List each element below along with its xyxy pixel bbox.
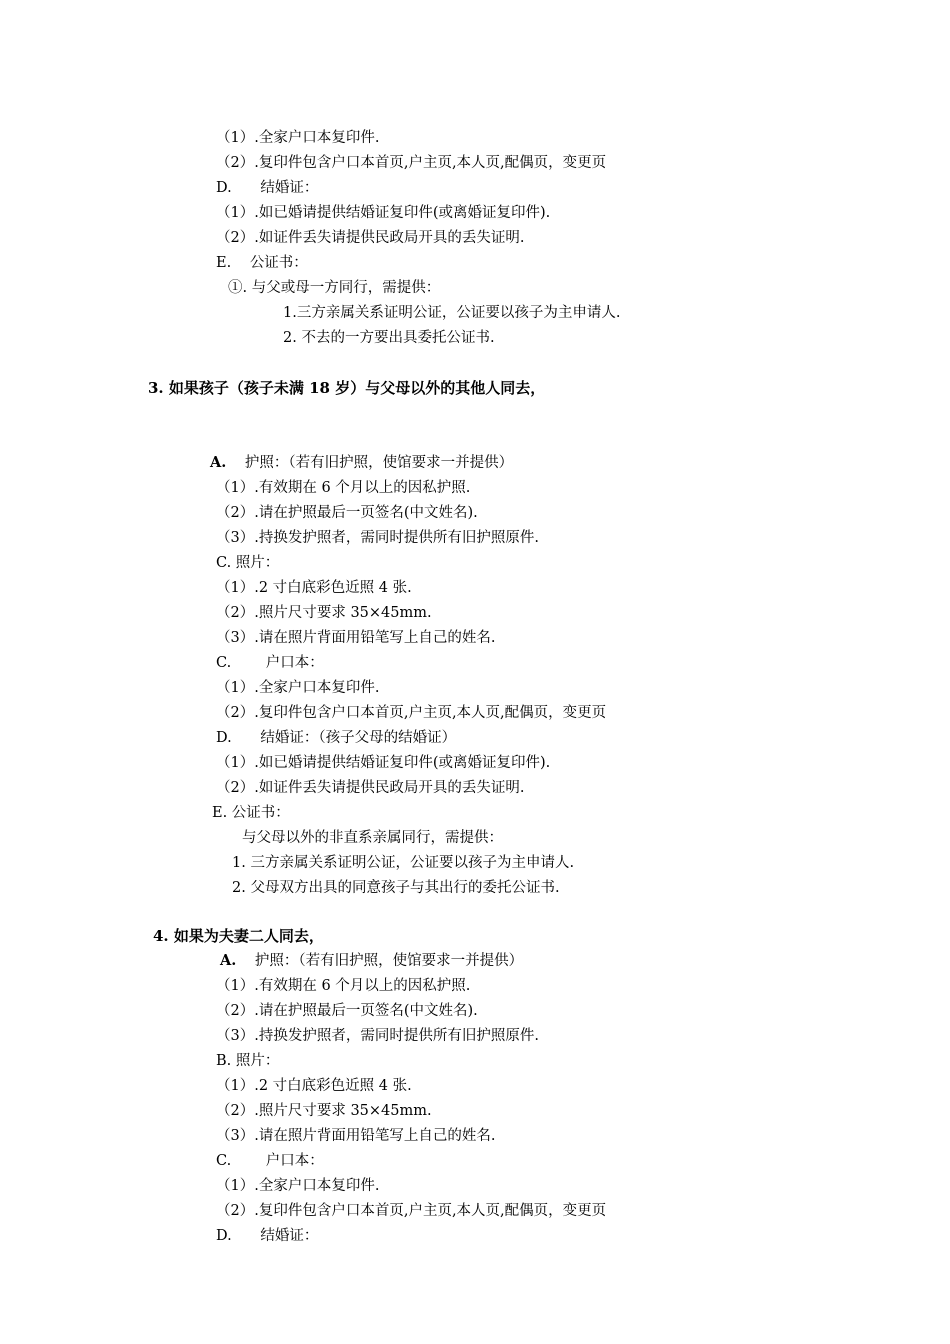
item-label: 户口本：: [265, 655, 324, 671]
passport-heading: [210, 453, 513, 473]
photo-item-3: （3）.请在照片背面用铅笔写上自己的姓名.: [216, 630, 496, 646]
section-4-heading: 4. 如果为夫妻二人同去，: [153, 927, 324, 945]
passport-item-3: （3）.持换发护照者，需同时提供所有旧护照原件.: [216, 1028, 539, 1044]
photo-heading: B. 照片：: [216, 1053, 280, 1069]
item-label: 护照：（若有旧护照，使馆要求一并提供）: [254, 953, 524, 969]
notary-heading: [216, 253, 308, 273]
item-letter: D.: [216, 180, 232, 196]
notary-heading: E. 公证书：: [212, 805, 290, 821]
notary-sub: 与父母以外的非直系亲属同行，需提供：: [242, 830, 503, 846]
hukou-item-2: （2）.复印件包含户口本首页,户主页,本人页,配偶页，变更页: [216, 155, 607, 171]
passport-item-1: （1）.有效期在 6 个月以上的因私护照.: [216, 480, 471, 496]
notary-item-1: 1.三方亲属关系证明公证，公证要以孩子为主申请人.: [283, 305, 621, 321]
notary-sub: ①. 与父或母一方同行，需提供：: [228, 280, 441, 296]
marriage-item-1: （1）.如已婚请提供结婚证复印件(或离婚证复印件).: [216, 205, 551, 221]
marriage-item-2: （2）.如证件丢失请提供民政局开具的丢失证明.: [216, 780, 525, 796]
hukou-item-1: （1）.全家户口本复印件.: [216, 680, 380, 696]
hukou-item-2: （2）.复印件包含户口本首页,户主页,本人页,配偶页，变更页: [216, 705, 607, 721]
marriage-item-2: （2）.如证件丢失请提供民政局开具的丢失证明.: [216, 230, 525, 246]
notary-item-2: 2. 父母双方出具的同意孩子与其出行的委托公证书.: [232, 880, 560, 896]
item-label: 结婚证：: [260, 180, 319, 196]
item-label: 护照：（若有旧护照，使馆要求一并提供）: [244, 455, 514, 471]
hukou-item-1: （1）.全家户口本复印件.: [216, 1178, 380, 1194]
photo-item-1: （1）.2 寸白底彩色近照 4 张.: [216, 580, 412, 596]
passport-item-2: （2）.请在护照最后一页签名(中文姓名).: [216, 505, 478, 521]
marriage-item-1: （1）.如已婚请提供结婚证复印件(或离婚证复印件).: [216, 755, 551, 771]
photo-item-1: （1）.2 寸白底彩色近照 4 张.: [216, 1078, 412, 1094]
hukou-item-2: （2）.复印件包含户口本首页,户主页,本人页,配偶页，变更页: [216, 1203, 607, 1219]
item-letter: C.: [216, 655, 232, 671]
passport-item-1: （1）.有效期在 6 个月以上的因私护照.: [216, 978, 471, 994]
passport-item-3: （3）.持换发护照者，需同时提供所有旧护照原件.: [216, 530, 539, 546]
passport-heading: [220, 951, 523, 971]
photo-item-3: （3）.请在照片背面用铅笔写上自己的姓名.: [216, 1128, 496, 1144]
item-letter: E.: [216, 255, 232, 271]
item-label: 户口本：: [265, 1153, 324, 1169]
hukou-heading: [216, 653, 324, 673]
item-label: 公证书：: [249, 255, 308, 271]
photo-item-2: （2）.照片尺寸要求 35×45mm.: [216, 605, 432, 621]
item-letter: C.: [216, 1153, 232, 1169]
hukou-item-1: （1）.全家户口本复印件.: [216, 130, 380, 146]
marriage-cert-heading: [216, 1226, 318, 1246]
item-letter: A.: [210, 454, 227, 471]
item-letter: D.: [216, 1228, 232, 1244]
passport-item-2: （2）.请在护照最后一页签名(中文姓名).: [216, 1003, 478, 1019]
item-label: 结婚证：（孩子父母的结婚证）: [260, 730, 457, 746]
marriage-cert-heading: [216, 728, 456, 748]
section-3-heading: 3. 如果孩子（孩子未满 18 岁）与父母以外的其他人同去，: [148, 379, 546, 397]
item-letter: A.: [220, 952, 237, 969]
item-letter: D.: [216, 730, 232, 746]
item-label: 结婚证：: [260, 1228, 319, 1244]
marriage-cert-heading: [216, 178, 318, 198]
notary-item-1: 1. 三方亲属关系证明公证，公证要以孩子为主申请人.: [232, 855, 575, 871]
photo-heading: C. 照片：: [216, 555, 280, 571]
photo-item-2: （2）.照片尺寸要求 35×45mm.: [216, 1103, 432, 1119]
hukou-heading: [216, 1151, 324, 1171]
notary-item-2: 2. 不去的一方要出具委托公证书.: [283, 330, 495, 346]
